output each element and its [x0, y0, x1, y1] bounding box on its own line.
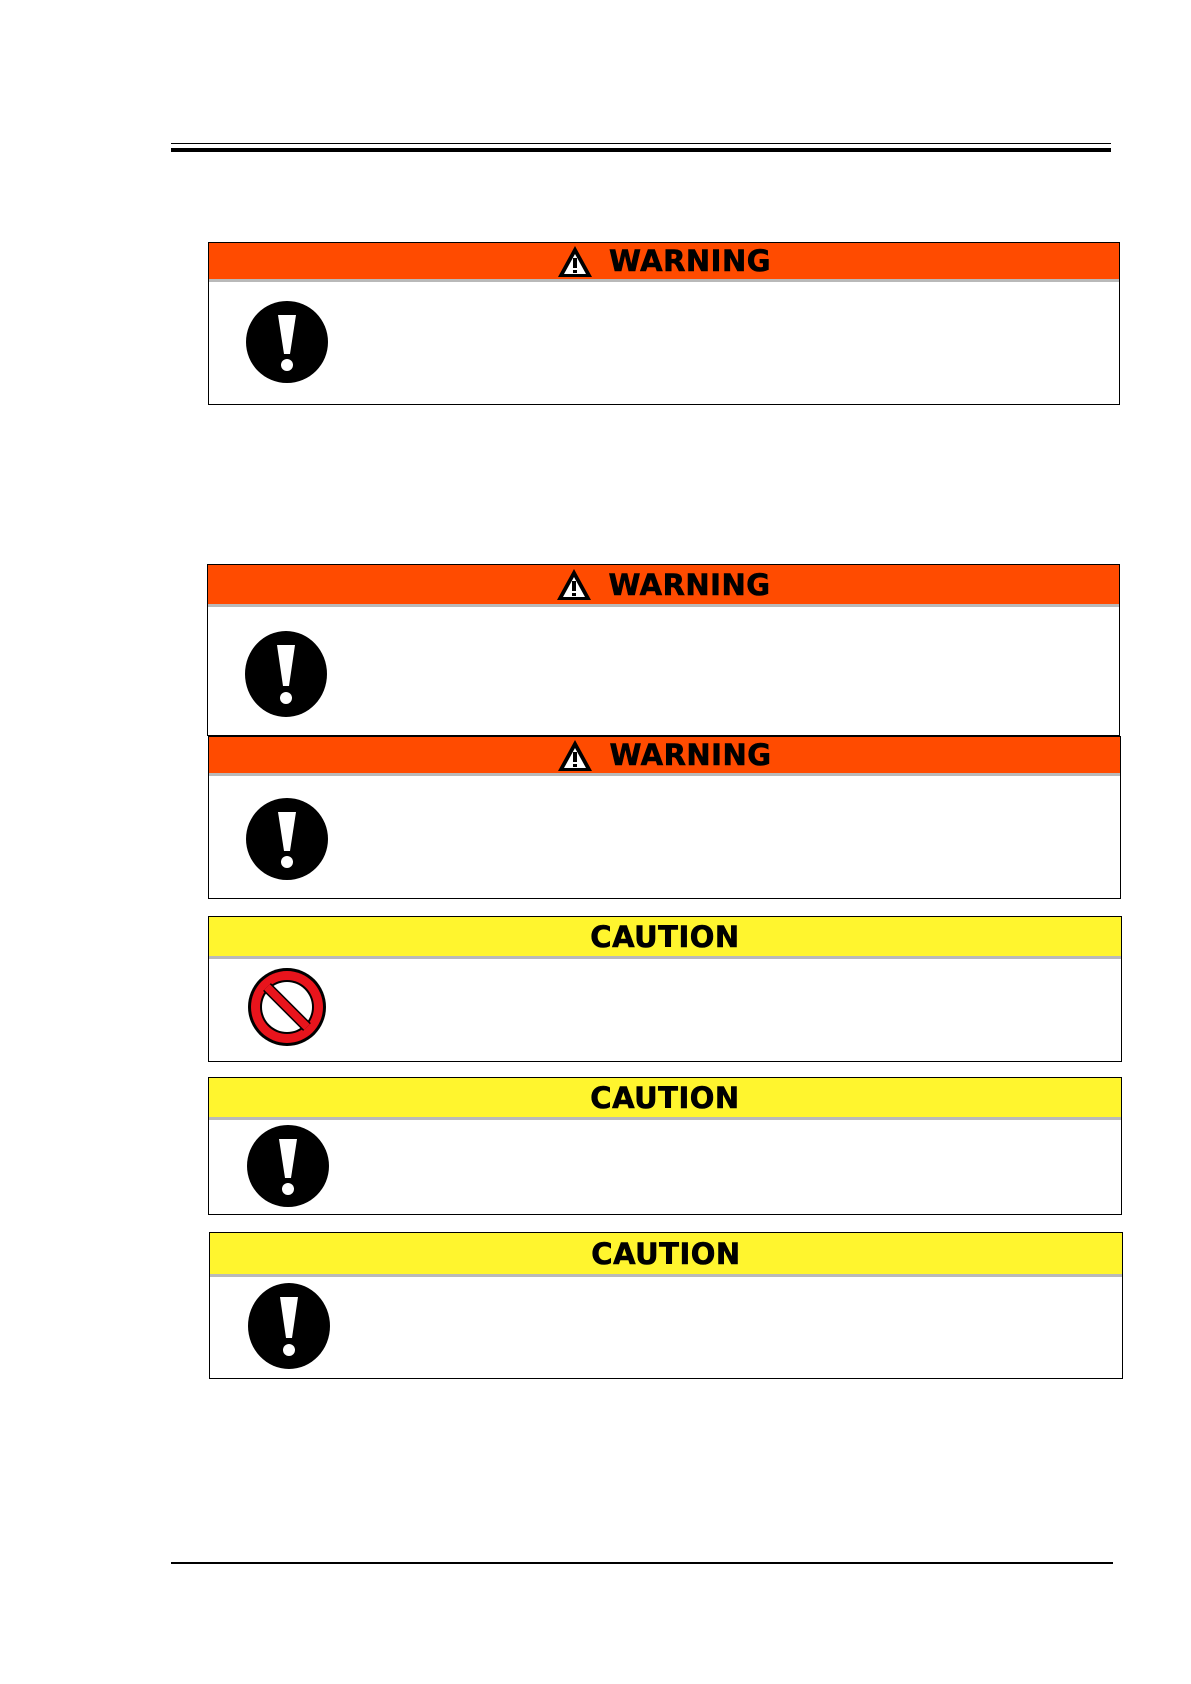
warning-notice-3 — [208, 736, 1121, 899]
caution-label: CAUTION — [590, 919, 740, 954]
caution-label: CAUTION — [590, 1080, 740, 1115]
footer-rule — [171, 1562, 1113, 1564]
caution-label: CAUTION — [591, 1236, 741, 1271]
warning-label: WARNING — [608, 567, 771, 602]
caution-header — [209, 917, 1121, 959]
warning-triangle-icon — [557, 739, 593, 772]
warning-header — [208, 565, 1119, 607]
header-rule-thick — [171, 148, 1111, 152]
mandatory-action-icon — [245, 300, 329, 384]
caution-header — [210, 1233, 1122, 1277]
warning-notice-2 — [207, 564, 1120, 736]
warning-label: WARNING — [608, 244, 772, 278]
caution-notice-2 — [208, 1077, 1122, 1215]
warning-triangle-icon — [556, 568, 592, 601]
warning-label: WARNING — [609, 738, 772, 772]
header-rule-thin — [171, 143, 1111, 144]
warning-header — [209, 243, 1119, 282]
caution-header — [209, 1078, 1121, 1120]
caution-notice-3 — [209, 1232, 1123, 1379]
warning-triangle-icon — [557, 245, 593, 278]
mandatory-action-icon — [244, 630, 328, 718]
prohibition-icon — [245, 965, 329, 1049]
mandatory-action-icon — [246, 1124, 330, 1208]
mandatory-action-icon — [247, 1282, 331, 1370]
mandatory-action-icon — [245, 797, 329, 881]
warning-notice-1 — [208, 242, 1120, 405]
warning-header — [209, 737, 1120, 776]
caution-notice-1 — [208, 916, 1122, 1062]
